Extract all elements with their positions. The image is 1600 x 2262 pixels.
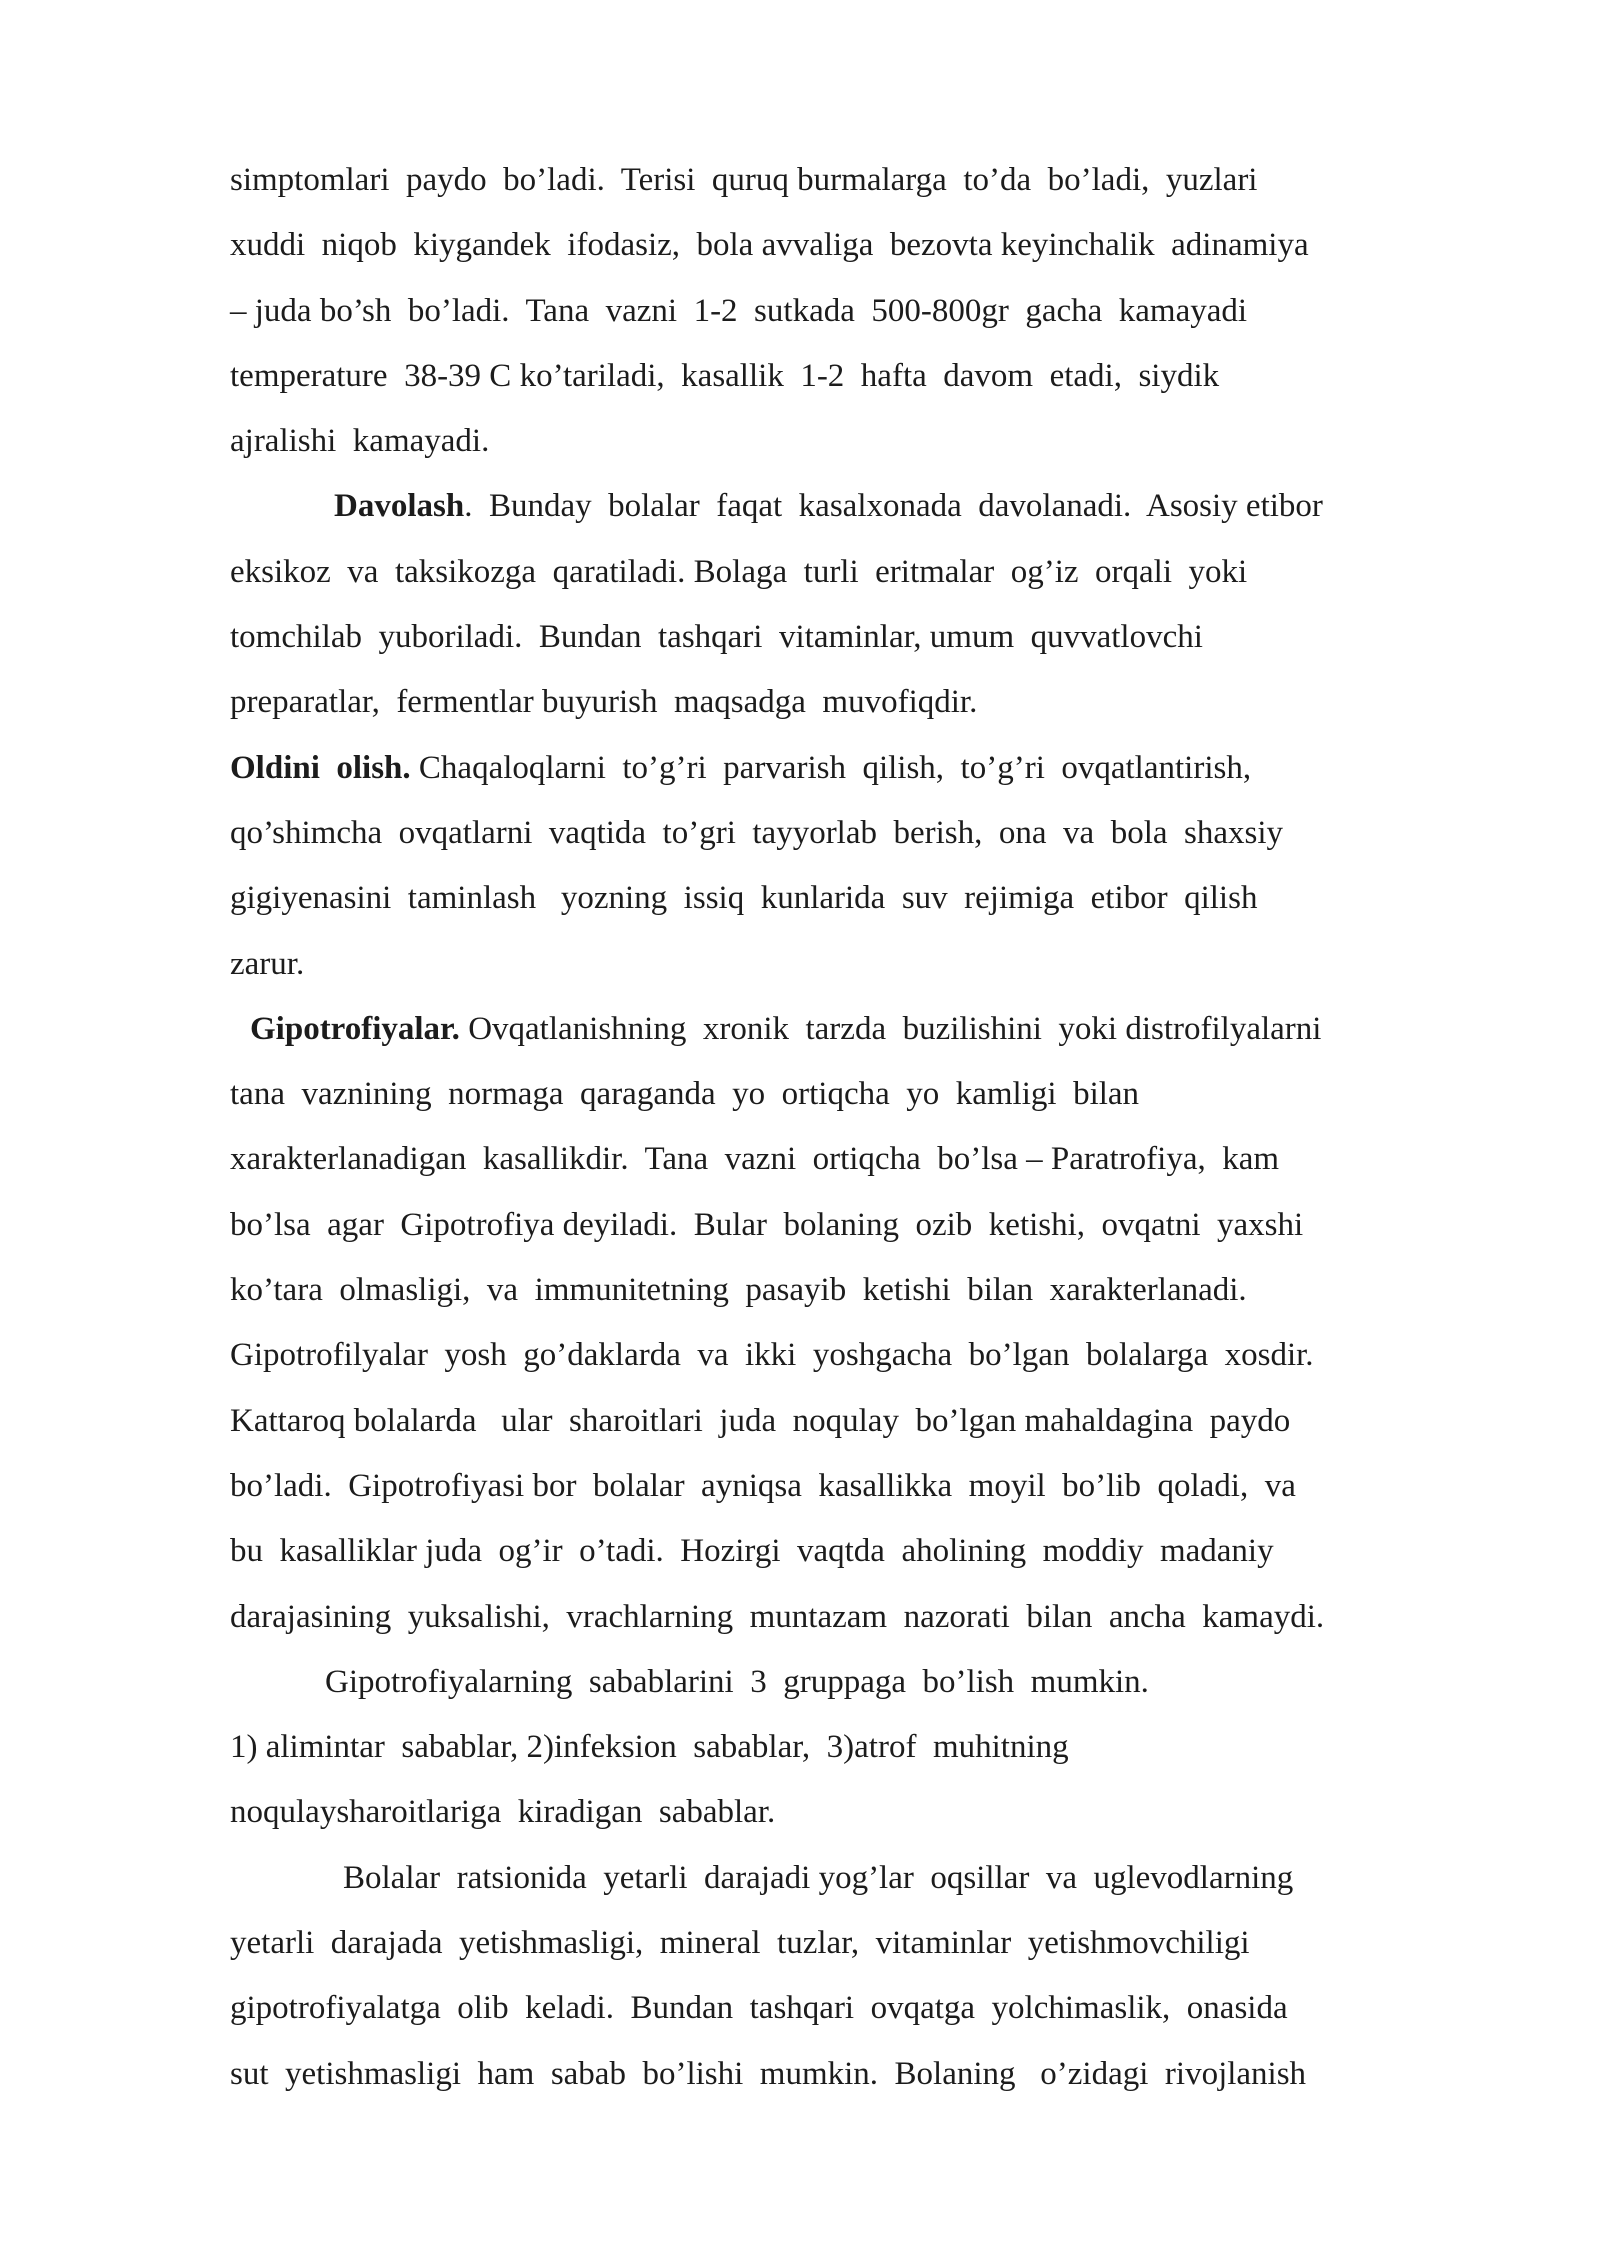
text-line: sut yetishmasligi ham sabab bo’lishi mumkin. Bolaning o’zidagi rivojlanish	[230, 2055, 1307, 2092]
text-line: darajasining yuksalishi, vrachlarning muntazam nazorati bilan ancha kamaydi.	[230, 1598, 1325, 1635]
text-line: eksikoz va taksikozga qaratiladi. Bolaga turli eritmalar og’iz orqali yoki	[230, 553, 1248, 590]
text-run: Chaqaloqlarni to’g’ri parvarish qilish, to’g’ri ovqatlantirish,	[410, 749, 1252, 786]
bolalar-paragraph-start: Bolalar ratsionida yetarli darajadi yog’lar oqsillar va uglevodlarning	[343, 1859, 1294, 1896]
document-body	[230, 148, 1500, 2107]
sabablar-intro: Gipotrofiyalarning sabablarini 3 gruppaga bo’lish mumkin.	[325, 1663, 1149, 1700]
text-line: ko’tara olmasligi, va immunitetning pasayib ketishi bilan xarakterlanadi.	[230, 1272, 1247, 1309]
text-run: Ovqatlanishning xronik tarzda buzilishini yoki distrofilyalarni	[459, 1010, 1322, 1047]
gipotrofiyalar-paragraph-start	[230, 997, 1500, 1062]
text-line: qo’shimcha ovqatlarni vaqtida to’gri tayyorlab berish, ona va bola shaxsiy	[230, 814, 1284, 851]
text-run: . Bunday bolalar faqat kasalxonada davolanadi. Asosiy etibor	[464, 488, 1323, 525]
oldini-olish-heading: Oldini olish.	[230, 749, 411, 786]
gipotrofiyalar-heading: Gipotrofiyalar.	[250, 1010, 460, 1047]
oldini-olish-paragraph-start	[230, 736, 1500, 801]
text-line: Kattaroq bolalarda ular sharoitlari juda noqulay bo’lgan mahaldagina paydo	[230, 1402, 1291, 1439]
text-line: bo’lsa agar Gipotrofiya deyiladi. Bular bolaning ozib ketishi, ovqatni yaxshi	[230, 1206, 1304, 1243]
davolash-paragraph-start	[230, 474, 1500, 539]
text-line: Gipotrofilyalar yosh go’daklarda va ikki yoshgacha bo’lgan bolalarga xosdir.	[230, 1337, 1314, 1374]
text-line: – juda bo’sh bo’ladi. Tana vazni 1-2 sutkada 500-800gr gacha kamayadi	[230, 292, 1248, 329]
text-line: gipotrofiyalatga olib keladi. Bundan tashqari ovqatga yolchimaslik, onasida	[230, 1990, 1288, 2027]
davolash-heading: Davolash	[334, 488, 465, 525]
text-line: xarakterlanadigan kasallikdir. Tana vazni ortiqcha bo’lsa – Paratrofiya, kam	[230, 1141, 1280, 1178]
text-line: gigiyenasini taminlash yozning issiq kunlarida suv rejimiga etibor qilish	[230, 880, 1258, 917]
text-line: zarur.	[230, 945, 305, 982]
text-line: noqulaysharoitlariga kiradigan sabablar.	[230, 1794, 776, 1831]
text-line: xuddi niqob kiygandek ifodasiz, bola avvaliga bezovta keyinchalik adinamiya	[230, 227, 1309, 264]
text-line: ajralishi kamayadi.	[230, 423, 490, 460]
text-line: temperature 38-39 C ko’tariladi, kasallik 1-2 hafta davom etadi, siydik	[230, 357, 1220, 394]
text-line: tomchilab yuboriladi. Bundan tashqari vitaminlar, umum quvvatlovchi	[230, 619, 1203, 656]
text-line: bu kasalliklar juda og’ir o’tadi. Hozirgi vaqtda aholining moddiy madaniy	[230, 1533, 1274, 1570]
text-line: tana vaznining normaga qaraganda yo ortiqcha yo kamligi bilan	[230, 1076, 1140, 1113]
text-line: preparatlar, fermentlar buyurish maqsadga muvofiqdir.	[230, 684, 978, 721]
text-line: bo’ladi. Gipotrofiyasi bor bolalar ayniqsa kasallikka moyil bo’lib qoladi, va	[230, 1467, 1296, 1504]
text-line: simptomlari paydo bo’ladi. Terisi quruq burmalarga to’da bo’ladi, yuzlari	[230, 162, 1258, 198]
text-line: 1) alimintar sabablar, 2)infeksion sabablar, 3)atrof muhitning	[230, 1729, 1069, 1766]
text-line: yetarli darajada yetishmasligi, mineral tuzlar, vitaminlar yetishmovchiligi	[230, 1925, 1250, 1962]
